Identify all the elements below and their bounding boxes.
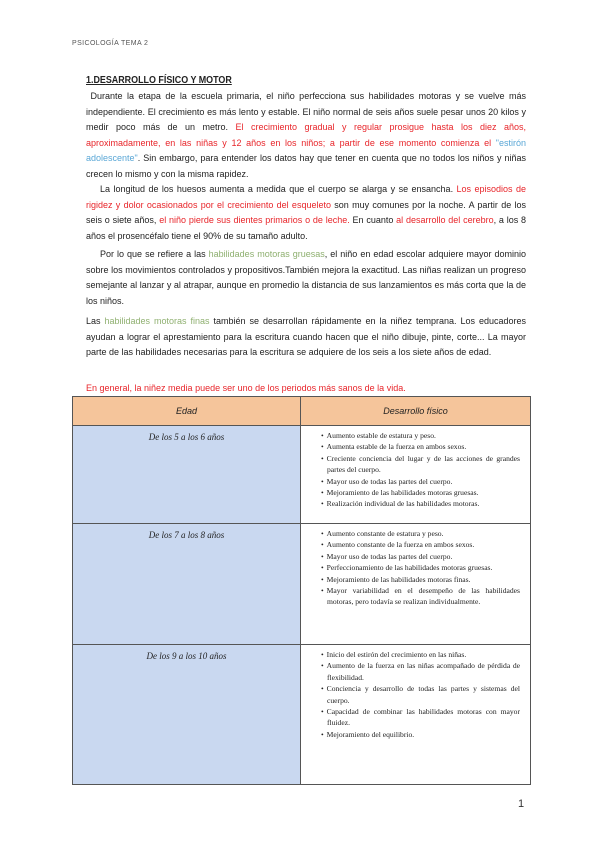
list-item: • Mejoramiento del equilibrio. <box>319 729 520 740</box>
p1-text-d: . Sin embargo, para entender los datos hay que tener en cuenta que no todos los niños y niñas crecen lo mismo y con la misma rapidez. <box>86 153 526 179</box>
p2-text-e: En cuanto <box>349 215 397 226</box>
age-cell: De los 5 a los 6 años <box>73 426 301 524</box>
list-item: • Mayor uso de todas las partes del cuerpo. <box>319 476 520 487</box>
table-row <box>73 645 531 785</box>
list-item: • Realización individual de las habilidades motoras. <box>319 498 520 509</box>
development-list <box>319 649 520 740</box>
p2-text-a: La longitud de los huesos aumenta a medida que el cuerpo se alarga y se ensancha. <box>100 184 457 194</box>
development-cell <box>301 426 531 524</box>
document-header: PSICOLOGÍA TEMA 2 <box>72 40 149 47</box>
paragraph-growth <box>86 89 526 183</box>
p1-text-a: Durante la etapa de la escuela primaria, el niño perfecciona sus habilidades motoras y se vuelve más independiente. El crecimiento es más lento y estable. El niño normal de seis años suele pesar unos 20 kilos y medir poco más de un metro. <box>86 91 526 133</box>
paragraph-gross-motor <box>86 247 526 309</box>
paragraph-fine-motor <box>86 314 526 361</box>
p4-text-b: habilidades motoras finas <box>104 316 210 326</box>
list-item: • Aumenta estable de la fuerza en ambos sexos. <box>319 441 520 452</box>
list-item: • Aumento estable de estatura y peso. <box>319 430 520 441</box>
p2-text-c: son muy comunes por la noche. A partir de los seis o siete años, <box>86 199 527 226</box>
list-item: • Aumento constante de estatura y peso. <box>319 528 520 539</box>
paragraph-bones <box>86 182 526 244</box>
list-item: • Perfeccionamiento de las habilidades motoras gruesas. <box>319 562 520 573</box>
table-row <box>73 426 531 524</box>
p1-text-b: El crecimiento gradual y regular prosigue hasta los diez años, aproximadamente, en las niñas y 12 años en los niños; a partir de ese momento comienza el <box>86 122 526 148</box>
list-item: • Creciente conciencia del lugar y de las acciones de grandes partes del cuerpo. <box>319 453 520 476</box>
p4-text-c: también se desarrollan rápidamente en la niñez temprana. Los educadores ayudan a lograr el aprestamiento para la escritura cuando hacen que el niño dibuje, pinte, corte... La mayor parte de las habilidades necesarias para la escritura se adquiere de los seis a los siete años de edad. <box>86 316 527 358</box>
development-cell <box>301 524 531 645</box>
age-cell: De los 9 a los 10 años <box>73 645 301 785</box>
col-header-age: Edad <box>73 397 301 426</box>
p2-text-d: el niño pierde sus dientes primarios o de leche. <box>159 215 350 226</box>
section-title: 1.DESARROLLO FÍSICO Y MOTOR <box>86 74 232 86</box>
list-item: • Mayor uso de todas las partes del cuerpo. <box>319 551 520 562</box>
list-item: • Aumento de la fuerza en las niñas acompañado de pérdida de flexibilidad. <box>319 660 520 683</box>
table-row <box>73 524 531 645</box>
col-header-development: Desarrollo físico <box>301 397 531 426</box>
p3-text-b: habilidades motoras gruesas <box>208 249 325 259</box>
p4-text-a: Las <box>86 316 105 326</box>
development-list <box>319 430 520 510</box>
list-item: • Aumento constante de la fuerza en ambos sexos. <box>319 539 520 550</box>
table-header-row <box>73 397 531 426</box>
list-item: • Inicio del estirón del crecimiento en las niñas. <box>319 649 520 660</box>
list-item: • Conciencia y desarrollo de todas las partes y sistemas del cuerpo. <box>319 683 520 706</box>
p2-text-b: Los episodios de rigidez y dolor ocasionados por el crecimiento del esqueleto <box>86 184 526 210</box>
page-number: 1 <box>518 798 525 810</box>
list-item: • Mejoramiento de las habilidades motoras gruesas. <box>319 487 520 498</box>
age-cell: De los 7 a los 8 años <box>73 524 301 645</box>
p2-text-g: , a los 8 años el prosencéfalo tiene el 90% de su tamaño adulto. <box>86 215 526 241</box>
development-cell <box>301 645 531 785</box>
list-item: • Capacidad de combinar las habilidades motoras con mayor fluidez. <box>319 706 520 729</box>
p2-text-f: al desarrollo del cerebro <box>396 215 494 226</box>
development-table <box>72 396 531 785</box>
table-intro: En general, la niñez media puede ser uno de los periodos más sanos de la vida. <box>86 383 406 393</box>
development-list <box>319 528 520 608</box>
p1-text-c: "estirón adolescente" <box>86 137 526 164</box>
list-item: • Mejoramiento de las habilidades motoras finas. <box>319 574 520 585</box>
p3-text-a: Por lo que se refiere a las <box>100 249 209 259</box>
list-item: • Mayor variabilidad en el desempeño de las habilidades motoras, pero todavía se realizan individualmente. <box>319 585 520 608</box>
p3-text-c: , el niño en edad escolar adquiere mayor dominio sobre los movimientos controlados y propositivos.También mejora la exactitud. Las niñas realizan un progreso semejante al lanzar y al atrapar, aunque en promedio la distancia de sus lanzamientos es más corta que la de los niños. <box>86 249 526 306</box>
